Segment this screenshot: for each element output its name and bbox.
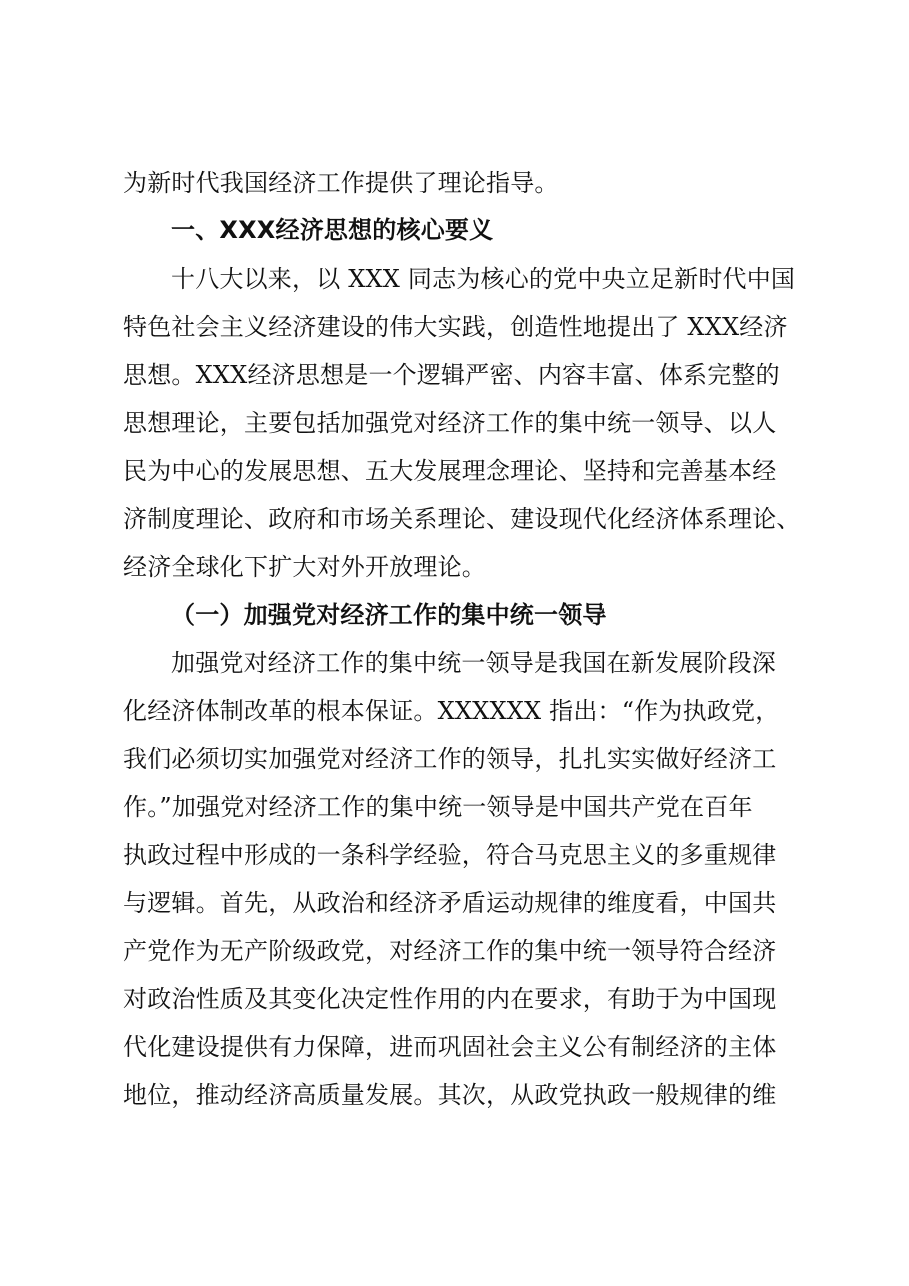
text-line: 对政治性质及其变化决定性作用的内在要求，有助于为中国现	[123, 985, 777, 1013]
text-line: 地位，推动经济高质量发展。其次，从政党执政一般规律的维	[123, 1081, 777, 1109]
text-line: 济制度理论、政府和市场关系理论、建设现代化经济体系理论、	[123, 505, 801, 533]
text-line: 化经济体制改革的根本保证。XXXXXX 指出：“作为执政党，	[123, 697, 780, 725]
text-line: 产党作为无产阶级政党，对经济工作的集中统一领导符合经济	[123, 937, 777, 965]
text-line: 思想。XXX经济思想是一个逻辑严密、内容丰富、体系完整的	[123, 361, 780, 389]
text-line: 执政过程中形成的一条科学经验，符合马克思主义的多重规律	[123, 841, 777, 869]
text-line: 特色社会主义经济建设的伟大实践，创造性地提出了 XXX经济	[123, 313, 788, 341]
text-line: 我们必须切实加强党对经济工作的领导，扎扎实实做好经济工	[123, 745, 777, 773]
text-line: 作。”加强党对经济工作的集中统一领导是中国共产党在百年	[123, 793, 753, 821]
text-line: 加强党对经济工作的集中统一领导是我国在新发展阶段深	[171, 649, 776, 677]
text-line: 代化建设提供有力保障，进而巩固社会主义公有制经济的主体	[123, 1033, 777, 1061]
section-heading: 一、XXX经济思想的核心要义	[171, 216, 494, 244]
text-line: 十八大以来，以 XXX 同志为核心的党中央立足新时代中国	[171, 265, 796, 293]
text-line: 为新时代我国经济工作提供了理论指导。	[123, 169, 559, 197]
text-line: 民为中心的发展思想、五大发展理念理论、坚持和完善基本经	[123, 457, 777, 485]
subsection-heading: （一）加强党对经济工作的集中统一领导	[171, 600, 607, 629]
text-line: 与逻辑。首先，从政治和经济矛盾运动规律的维度看，中国共	[123, 889, 777, 917]
text-line: 经济全球化下扩大对外开放理论。	[123, 553, 486, 581]
text-line: 思想理论，主要包括加强党对经济工作的集中统一领导、以人	[123, 409, 777, 437]
